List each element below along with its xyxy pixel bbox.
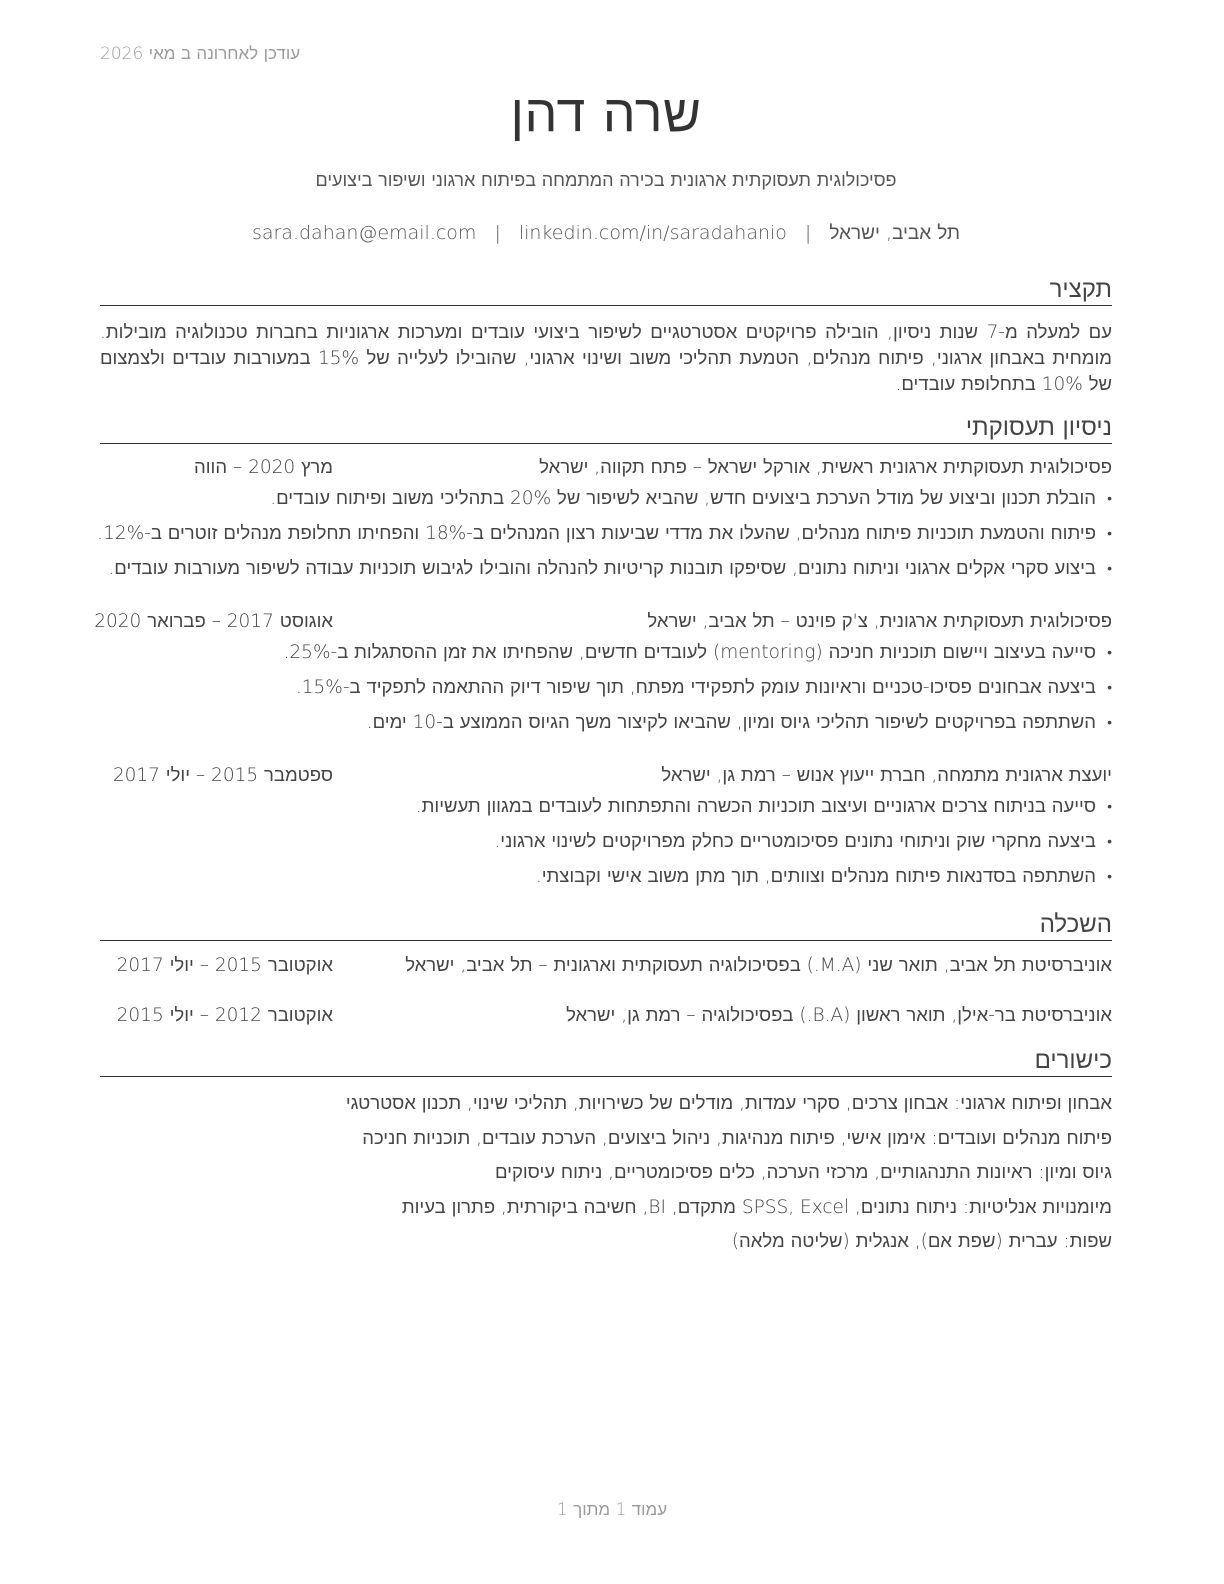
linkedin-link[interactable]: linkedin.com/in/saradahanio bbox=[518, 222, 787, 244]
job-bullet: • השתתפה בפרויקטים לשיפור תהליכי גיוס ומיון, שהביאו לקיצור משך הגיוס הממוצע ב-10 ימים. bbox=[100, 710, 1112, 736]
job-header bbox=[100, 764, 1112, 790]
job-entry bbox=[94, 610, 1112, 745]
job-bullet: • סייעה בעיצוב ויישום תוכניות חניכה (mentoring) לעובדים חדשים, שהפחיתו את זמן ההסתגלות ב-25%. bbox=[100, 640, 1112, 666]
skills-list bbox=[100, 1091, 1112, 1255]
contact-separator: | bbox=[494, 222, 501, 244]
resume-page bbox=[94, 0, 1113, 1584]
job-bullet: • הובלת תכנון וביצוע של מודל הערכת ביצועים חדש, שהביא לשיפור של 20% בתהליכי משוב ופיתוח עובדים. bbox=[100, 486, 1112, 512]
skill-line: מיומנויות אנליטיות: ניתוח נתונים, SPSS, Excel מתקדם, BI, חשיבה ביקורתית, פתרון בעיות bbox=[401, 1196, 1112, 1218]
job-title: יועצת ארגונית מתמחה, חברת ייעוץ אנוש – רמת גן, ישראל bbox=[661, 765, 1112, 786]
candidate-headline: פסיכולוגית תעסוקתית ארגונית בכירה המתמחה בפיתוח ארגוני ושיפור ביצועים bbox=[315, 170, 897, 191]
summary-text: עם למעלה מ-7 שנות ניסיון, הובילה פרויקטים אסטרטגיים לשיפור ביצועי עובדים ומערכות ארגוניות בחברות טכנולוגיה מובילות. מומחית באבחון ארגוני, פיתוח מנהלים, הטמעת תהליכי משוב ושינוי ארגוני, שהובילו לעלייה של 15% במעורבות עובדים ולצמצום של 10% בתחלופת עובדים. bbox=[100, 322, 1113, 395]
job-dates: אוגוסט 2017 – פברואר 2020 bbox=[94, 611, 333, 632]
degree-title: אוניברסיטת בר-אילן, תואר ראשון (B.A.) בפסיכולוגיה – רמת גן, ישראל bbox=[566, 1005, 1112, 1026]
location-text: תל אביב, ישראל bbox=[829, 222, 961, 244]
job-dates: מרץ 2020 – הווה bbox=[194, 457, 333, 478]
section-title-experience: ניסיון תעסוקתי bbox=[100, 412, 1112, 444]
email-link[interactable]: sara.dahan@email.com bbox=[251, 222, 477, 244]
skill-line: אבחון ופיתוח ארגוני: אבחון צרכים, סקרי עמדות, מודלים של כשירויות, תהליכי שינוי, תכנון אסטרטגי bbox=[345, 1093, 1112, 1114]
skill-line: שפות: עברית (שפת אם), אנגלית (שליטה מלאה) bbox=[731, 1231, 1112, 1253]
last-updated-note: עודכן לאחרונה ב מאי 2026 bbox=[100, 44, 301, 64]
education-entry bbox=[100, 954, 1112, 980]
skill-line: פיתוח מנהלים ועובדים: אימון אישי, פיתוח מנהיגות, ניהול ביצועים, הערכת עובדים, תוכניות חניכה bbox=[362, 1127, 1112, 1149]
job-entry bbox=[100, 764, 1112, 899]
education-section bbox=[100, 909, 1112, 941]
job-title: פסיכולוגית תעסוקתית ארגונית ראשית, אורקל ישראל – פתח תקווה, ישראל bbox=[539, 457, 1112, 478]
page-number: עמוד 1 מתוך 1 bbox=[556, 1500, 668, 1520]
job-header bbox=[100, 456, 1112, 482]
job-bullet: • ביצעה אבחונים פסיכו-טכניים וראיונות עומק לתפקידי מפתח, תוך שיפור דיוק ההתאמה לתפקיד ב-15%. bbox=[100, 675, 1112, 701]
skills-section bbox=[100, 1045, 1112, 1264]
contact-line bbox=[100, 222, 1112, 245]
job-bullets bbox=[100, 794, 1112, 890]
job-bullet: • ביצוע סקרי אקלים ארגוני וניתוח נתונים, שסיפקו תובנות קריטיות להנהלה והובילו לגיבוש תוכניות עבודה לשיפור מעורבות עובדים. bbox=[100, 556, 1112, 582]
degree-dates: אוקטובר 2015 – יולי 2017 bbox=[116, 955, 333, 976]
education-entry bbox=[100, 1004, 1112, 1030]
job-header bbox=[94, 610, 1112, 636]
section-title-skills: כישורים bbox=[100, 1045, 1112, 1077]
experience-section bbox=[100, 412, 1112, 444]
job-bullets bbox=[97, 486, 1112, 582]
section-title-summary: תקציר bbox=[100, 274, 1112, 306]
job-bullet: • פיתוח והטמעת תוכניות פיתוח מנהלים, שהעלו את מדדי שביעות רצון המנהלים ב-18% והפחיתו תחלופת מנהלים זוטרים ב-12%. bbox=[100, 521, 1112, 547]
section-title-education: השכלה bbox=[100, 909, 1112, 941]
candidate-name: שרה דהן bbox=[510, 84, 702, 144]
skill-line: גיוס ומיון: ראיונות התנהגותיים, מרכזי הערכה, כלים פסיכומטריים, ניתוח עיסוקים bbox=[494, 1162, 1112, 1184]
job-bullet: • סייעה בניתוח צרכים ארגוניים ועיצוב תוכניות הכשרה והתפתחות לעובדים במגוון תעשיות. bbox=[100, 794, 1112, 820]
job-title: פסיכולוגית תעסוקתית ארגונית, צ'ק פוינט – תל אביב, ישראל bbox=[647, 611, 1112, 632]
degree-title: אוניברסיטת תל אביב, תואר שני (M.A.) בפסיכולוגיה תעסוקתית וארגונית – תל אביב, ישראל bbox=[405, 955, 1112, 976]
job-bullet: • ביצעה מחקרי שוק וניתוחי נתונים פסיכומטריים כחלק מפרויקטים לשינוי ארגוני. bbox=[100, 829, 1112, 855]
job-bullet: • השתתפה בסדנאות פיתוח מנהלים וצוותים, תוך מתן משוב אישי וקבוצתי. bbox=[100, 864, 1112, 890]
job-entry bbox=[97, 456, 1112, 591]
summary-section bbox=[100, 274, 1112, 398]
job-dates: ספטמבר 2015 – יולי 2017 bbox=[112, 765, 333, 786]
education-header bbox=[100, 1004, 1112, 1030]
degree-dates: אוקטובר 2012 – יולי 2015 bbox=[116, 1005, 333, 1026]
job-bullets bbox=[100, 640, 1112, 736]
contact-separator: | bbox=[804, 222, 812, 244]
education-header bbox=[100, 954, 1112, 980]
